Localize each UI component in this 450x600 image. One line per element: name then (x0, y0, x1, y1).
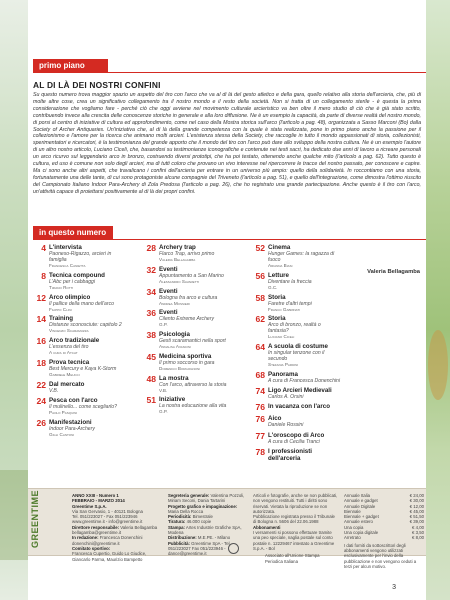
toc-entry-subtitle: La nostra educazione alla vita (159, 403, 227, 410)
toc-entry-subtitle: Il primo soccorso in gara (159, 359, 215, 366)
toc-page-number: 76 (255, 402, 265, 413)
article-signature: Valeria Bellagamba (367, 269, 420, 275)
toc-column-2 (143, 244, 239, 418)
toc-entry-author: Andrea Mossieri (159, 300, 190, 306)
section-rule (108, 72, 426, 73)
publisher-address: Via San Gervasio, 1 - 40121 Bologna (72, 508, 143, 514)
masthead-column-3 (253, 493, 338, 564)
toc-entry-subtitle: Bologna fra arco e cultura (159, 294, 218, 301)
toc-entry (252, 343, 340, 368)
toc-entry-author: Luciano Ciceli (268, 334, 295, 340)
toc-entry (143, 375, 239, 394)
toc-entry-subtitle: In singular tenzone con il secundo (268, 350, 325, 363)
privacy-notice: I dati forniti da sottoscrittori degli abbonamenti vengono utilizzati esclusivamente per l'invio della pubblicazione e non vengono ceduti a terzi per alcun motivo. (344, 542, 417, 569)
registration-notice: Pubblicazione registrata presso il Tribunale di Bologna n. 5606 del 22.06.1988 (253, 514, 335, 525)
toc-entry-title: Panorama (268, 370, 298, 378)
period-value: Bimestrale (192, 514, 213, 520)
toc-entry-title: Manifestazioni (49, 418, 92, 426)
toc-entry (143, 331, 239, 350)
toc-entry-author: G.P. (159, 322, 168, 328)
toc-entry-title: Arco tradizionale (49, 337, 100, 345)
price-value: € 39,00 (409, 519, 424, 525)
toc-entry (252, 415, 340, 428)
toc-entry-title: Ligo Arcieri Medievali (268, 387, 332, 395)
table-of-contents (33, 244, 425, 474)
price-label: Biennale (344, 508, 361, 514)
masthead-column-1 (72, 493, 160, 562)
toc-entry-author: V.B. (159, 387, 168, 393)
toc-entry-subtitle: Diventare la freccia (268, 278, 312, 285)
toc-entry-text (159, 353, 239, 372)
toc-page-number: 26 (36, 417, 46, 428)
period-label: Periodicità: (168, 514, 192, 520)
price-label: Arretrato (344, 535, 361, 541)
publisher-name: Greentime S.p.A. (72, 503, 107, 509)
toc-entry-title: I professionisti dell'arceria (268, 447, 313, 462)
toc-page-number: 68 (255, 369, 265, 380)
toc-page-number: 56 (255, 270, 265, 281)
toc-entry-subtitle: Flarco Trap, arrivo primo (159, 251, 215, 257)
toc-entry-subtitle: Distanze sconosciute: capitolo 2 (49, 322, 122, 329)
toc-entry-subtitle: V.B. (49, 387, 59, 394)
article-body: Su questo numero trova maggior spazio un aspetto del tiro con l'arco che va al di là del gesto atletico e della gara, quello relativo alla storia dell'arcieria, che, più di molte altre cose, crea un significativo collegamento tra il nostro mondo e il resto della società. Non si tratta di un collegamento sterile - è questa la prima considerazione che vogliamo fare - perché ciò che oggi avviene nel movimento culturale arcieristico va ben oltre il mero studio di ciò che è già stato scritto, contribuendo invece alla crescita delle conoscenze storiche in generale e alla loro diffusione. Ne è un esempio la capacità, da parte di diverse realtà del nostro mondo, di porsi al centro di iniziative di cultura ed approfondimento, come nel caso della Mostra storica sull'arco (l'articolo a pag. 48), organizzata a Sasso Marconi (Bo) dalla Society of Archer Antiquaries. Un'iniziativa che, al di là della grande competenza con la quale è stata realizzata, pone in primo piano anche la passione per il collezionismo e l'amore per la ricerca che animano molti arcieri. L'esistenza stessa della Society, che raccoglie in tutto il mondo appassionati di storia, collezionisti, sperimentatori e ricercatori, è la testimonianza del grande apporto che il mondo del tiro con l'arco può dare allo sviluppo della nostra cultura. Ne è un esempio l'autore di un altro nostro articolo, Luciano Ciceli, che, basandosi su testimonianze iconografiche e contenute nei testi sacri, ha dedicato due anni di lavoro a ricreare personali un arco ricurvo sul leggendario arco in bronzo, costruendo diversi prototipi, che ha poi testato, ottenendo anche qualche mito (l'articolo a pag. 62). Tutto questo è cultura, ed uso è comune non solo degli arcieri, ma di tutti coloro che provano un vivo interesse nel ripercorrere le tracce del nostro passato, per conoscere e capire. Ma ci sono anche altri aspetti, che travalicano i confini dell'arcieria per entrare in un universo più ampio: quello della solidarietà. In roccontiamo con una storia, fortunatamente una delle tante, di cui sono protagoniste alcune compagnie del Triveneto (l'articolo a pag. 51), e quello dell'integrazione, come dimostra l'ottimo riuscito del Campionato Italiano Indoor Para-Archery di Zola Predosa (l'articolo a pag. 26), che ho registrato una grande partecipazione. Anche questo è il tiro con l'arco, un'attività capace di proiettarsi positivamente al di là dei propri confini. (33, 92, 421, 195)
toc-entry-title: L'oroscopo di Arco (268, 431, 325, 439)
toc-entry-subtitle: Cilento Extreme Archery (159, 316, 215, 323)
toc-entry (33, 244, 128, 269)
toc-entry-title: A scuola di costume (268, 343, 328, 351)
toc-entry-author: Arianna Biasi (268, 263, 293, 268)
toc-entry-subtitle: Hunger Games: la ragazza di fuoco (268, 251, 335, 263)
toc-page-number: 24 (36, 395, 46, 406)
toc-page-number: 8 (41, 270, 46, 281)
toc-entry-subtitle: Il mulinello... come scegliarlo? (49, 403, 117, 410)
toc-rule (113, 239, 426, 240)
toc-page-number: 36 (146, 308, 156, 319)
right-photo-strip (426, 0, 450, 600)
editor-label: In redazione: (72, 535, 99, 541)
toc-entry (252, 272, 340, 291)
toc-entry-author: Franco Gabrinati (268, 306, 301, 312)
price-label: Annuale Italia (344, 493, 371, 498)
toc-entry-title: Letture (268, 271, 289, 279)
subscriptions-label: Abbonamenti (253, 524, 281, 530)
page-number: 3 (392, 584, 396, 591)
toc-entry-subtitle: Il pallice della mano dell'arco (49, 300, 114, 307)
printer-label: Stampa: (168, 524, 185, 530)
price-list (344, 493, 424, 541)
masthead-column-4 (344, 493, 424, 569)
toc-entry-title: Eventi (159, 265, 178, 273)
toc-entry-text (159, 244, 239, 263)
toc-entry-title: Medicina sportiva (159, 352, 212, 360)
legal-notice: Articoli e fotografie, anche se non pubblicati, non vengono restituiti. Tutti i diritti sono riservati. Vietata la riproduzione se non autorizzata. (253, 493, 338, 514)
toc-entry-title: Arco olimpico (49, 293, 91, 301)
toc-entry (143, 396, 239, 415)
toc-entry-title: Iniziative (159, 396, 186, 404)
toc-page-number: 77 (255, 430, 265, 441)
toc-entry-text (49, 244, 128, 269)
toc-entry-text (268, 403, 340, 410)
toc-entry-text (268, 294, 340, 313)
toc-page-number: 18 (36, 357, 46, 368)
toc-entry-subtitle: L'essenza del tiro (49, 344, 89, 351)
ads-label: Pubblicità: (168, 540, 190, 546)
design-name: Maria Della Rocca (168, 508, 204, 514)
toc-entry (252, 387, 340, 400)
uspi-seal-icon (228, 543, 239, 554)
toc-entry (143, 266, 239, 285)
secretary-label: Segreteria generale: (168, 493, 210, 498)
price-value: € 51,50 (409, 514, 424, 520)
toc-entry-author: Tiziano Rotti (49, 284, 74, 290)
toc-entry (252, 371, 340, 384)
toc-page-number: 28 (146, 243, 156, 253)
toc-entry (252, 403, 340, 412)
price-row (344, 535, 424, 540)
toc-page-number: 74 (255, 386, 265, 397)
toc-page-number: 64 (255, 342, 265, 353)
toc-entry-title: L'intervista (49, 244, 82, 251)
toc-page-number: 58 (255, 292, 265, 303)
toc-entry-text (159, 309, 239, 328)
toc-entry-subtitle: Gesti scaramantici nella sport (159, 338, 226, 345)
toc-page-number: 38 (146, 330, 156, 341)
uspi-seal-caption: Associato all'Unione Stampa Periodica Italiana (265, 553, 320, 564)
toc-page-number: 4 (41, 243, 46, 253)
masthead (28, 488, 426, 569)
toc-entry-text (49, 381, 128, 394)
committee-label: Comitato sportivo: (72, 545, 111, 551)
issue-date: FEBBRAIO - MARZO 2014 (72, 498, 125, 504)
editor-email: donenchini@greentime.it (72, 540, 120, 546)
director-name: Valeria Bellagamba (120, 524, 158, 530)
toc-page-number: 16 (36, 336, 46, 347)
toc-entry-text (49, 419, 128, 438)
toc-page-number: 32 (146, 264, 156, 275)
toc-page-number: 76 (255, 414, 265, 425)
toc-entry-subtitle: Carlos A. Orsini (268, 394, 304, 401)
toc-entry (143, 353, 239, 372)
toc-entry (33, 337, 128, 356)
price-label: Annuale e gadget (344, 498, 378, 504)
toc-entry-author: Domenico Borgognoni (159, 365, 200, 371)
toc-entry-title: Storia (268, 293, 286, 301)
toc-entry-text (49, 294, 128, 313)
toc-entry-title: Prova tecnica (49, 358, 90, 366)
toc-entry-text (49, 272, 128, 291)
toc-entry-text (268, 371, 340, 384)
toc-entry-subtitle: A cura di Francesca Donenchini (268, 377, 341, 384)
price-label: Biennale + gadget (344, 514, 379, 520)
toc-page-number: 51 (146, 395, 156, 406)
section-tab-in-questo-numero: in questo numero (33, 226, 113, 240)
toc-entry-author: A cura di Atcat (49, 350, 78, 356)
toc-entry (252, 294, 340, 313)
toc-entry (33, 381, 128, 394)
secretary-names: Valentina Pozzoli, Miriam Seconi, Dania Tartarini (168, 493, 245, 504)
greentime-logo (30, 490, 42, 552)
toc-entry-title: Aico (268, 415, 282, 423)
toc-entry-text (159, 331, 239, 350)
toc-entry (33, 272, 128, 291)
toc-entry-text (268, 343, 340, 368)
toc-entry-author: Paolo Pasquini (49, 409, 78, 415)
price-value: € 8,00 (412, 535, 424, 541)
toc-entry-title: Dal mercato (49, 380, 85, 388)
toc-entry (33, 419, 128, 438)
toc-entry-text (49, 337, 128, 356)
toc-entry-subtitle: Best Mercury e Kaya K-Storm (49, 365, 117, 372)
toc-entry-subtitle: L'Abc per i cabbaggi (49, 278, 95, 285)
price-label: Una copia digitale (344, 530, 379, 536)
toc-entry (252, 448, 340, 462)
toc-entry-subtitle: Faretre d'altri tempi (268, 300, 312, 307)
price-value: € 12,00 (409, 503, 424, 509)
toc-entry-title: Eventi (159, 287, 178, 295)
toc-column-1 (33, 244, 128, 440)
price-value: € 4,00 (412, 524, 424, 530)
price-value: € 3,50 (412, 530, 424, 536)
issue-number: ANNO XXIII - Numero 1 (72, 493, 119, 498)
toc-entry-author: Annalisa Avancini (159, 344, 191, 350)
toc-entry-text (159, 375, 239, 394)
toc-entry-title: In vacanza con l'arco (268, 403, 330, 411)
toc-entry-author: Gigli Cantoni (49, 431, 75, 437)
toc-entry-author: Stefania Pardini (268, 362, 299, 368)
toc-entry-text (268, 244, 340, 269)
committee-names: Francesca Cupertio, Guido Lo Giudice, Giancarlo Parma, Maurizio Bampetto (72, 551, 147, 562)
price-value: € 30,00 (409, 498, 424, 504)
toc-entry-author: Gabriele Meucci (49, 371, 80, 377)
toc-entry-text (49, 315, 128, 334)
price-value: € 24,00 (409, 493, 424, 498)
toc-entry-subtitle: Daniele Rossini (268, 422, 304, 429)
toc-entry-author: Alessandro Savaretti (159, 278, 200, 284)
toc-entry-title: Pesca con l'arco (49, 396, 98, 404)
section-tab-primo-piano: primo piano (33, 59, 108, 73)
director-label: Direttore responsabile: (72, 524, 120, 530)
toc-entry-author: Valeria Bellagamba (159, 257, 196, 262)
toc-entry (33, 397, 128, 416)
price-label: Una copia (344, 524, 364, 530)
toc-entry (143, 309, 239, 328)
subscriptions-text: I versamenti si possono effettuare tramite una peo speciale, naglia postale sul conto postale n. 12229467 intestato a Greentime S.p.A. - Bol (253, 530, 335, 551)
publisher-phone: Tel. 051/223027 - Fax 051/223946 (72, 514, 138, 520)
printer-value: Artes Industrie Grafiche SpA, Modena (168, 524, 242, 536)
left-photo-strip (0, 0, 28, 600)
toc-entry-text (268, 432, 340, 445)
toc-entry-text (49, 397, 128, 416)
toc-entry-text (268, 315, 340, 340)
article-title: AL DI LÀ DEI NOSTRI CONFINI (33, 80, 161, 90)
toc-entry-text (159, 266, 239, 285)
toc-entry-text (268, 415, 340, 428)
publisher-web: www.greentime.it - info@greentime.it (72, 519, 143, 525)
toc-entry-text (268, 448, 340, 462)
toc-page-number: 62 (255, 314, 265, 325)
toc-entry (252, 315, 340, 340)
toc-entry-subtitle: Paoneso-Rigazzo, arcieri in famiglia (49, 251, 112, 263)
print-value: 46.000 copie (186, 519, 212, 525)
distribution-value: M.E.PE. - Milano (197, 535, 231, 541)
toc-entry-title: Storia (268, 315, 286, 323)
toc-entry-author: G.P. (159, 409, 168, 415)
editor-name: Francesca Donenchini (99, 535, 143, 541)
toc-entry-text (268, 387, 340, 400)
toc-entry-author: Filippo Clini (49, 306, 72, 312)
toc-page-number: 48 (146, 373, 156, 384)
toc-entry (33, 294, 128, 313)
greentime-logo-text: GREENTIME (30, 490, 40, 549)
toc-entry-title: Psicologia (159, 331, 190, 339)
toc-entry-text (159, 396, 239, 415)
toc-entry-text (49, 359, 128, 378)
toc-page-number: 34 (146, 286, 156, 297)
toc-page-number: 52 (255, 243, 265, 253)
toc-entry-subtitle: Arco di bronzo, realtà o fantasia? (268, 322, 321, 335)
toc-column-3 (252, 244, 340, 465)
toc-entry (33, 315, 128, 334)
design-label: Progetto grafico e impaginazione: (168, 503, 238, 509)
toc-page-number: 45 (146, 351, 156, 362)
toc-page-number: 12 (36, 292, 46, 303)
toc-page-number: 78 (255, 446, 265, 457)
toc-entry-title: Tecnica compound (49, 271, 105, 279)
toc-entry-author: G.C. (268, 284, 278, 290)
toc-entry-author: Vincenzo Scaramuzza (49, 328, 89, 334)
toc-entry-subtitle: Con l'arco, attraverso la storia (159, 381, 227, 388)
toc-entry-title: La mostra (159, 374, 189, 382)
toc-page-number: 22 (36, 379, 46, 390)
toc-entry (252, 432, 340, 445)
toc-entry-text (159, 288, 239, 307)
toc-entry (143, 288, 239, 307)
toc-page-number: 14 (36, 314, 46, 325)
toc-entry-subtitle: Appuntamento a San Marino (159, 272, 224, 279)
toc-entry-title: Archery trap (159, 244, 196, 251)
price-label: Annuale Digitale (344, 503, 376, 509)
distribution-label: Distribuzione: (168, 535, 197, 541)
toc-entry-title: Cinema (268, 244, 291, 251)
print-label: Tiratura: (168, 519, 186, 525)
toc-entry (143, 244, 239, 263)
toc-entry-title: Training (49, 315, 74, 323)
toc-entry-subtitle: A cura di Cecilia Tranci (268, 438, 320, 445)
toc-entry-subtitle: Indoor Para-Archery (49, 425, 95, 432)
ads-value: Greentime SpA - Tel. 051/223027 Fax 051/223946 - dance@greentime.it (168, 540, 231, 557)
toc-entry-text (268, 272, 340, 291)
toc-entry (252, 244, 340, 269)
toc-entry-title: Eventi (159, 309, 178, 317)
price-value: € 45,00 (409, 508, 424, 514)
toc-entry (33, 359, 128, 378)
toc-entry-author: Francesca Canietta (49, 263, 86, 268)
director-email: bellagamba@greentime.it (72, 530, 122, 536)
price-label: Annuale estero (344, 519, 373, 525)
